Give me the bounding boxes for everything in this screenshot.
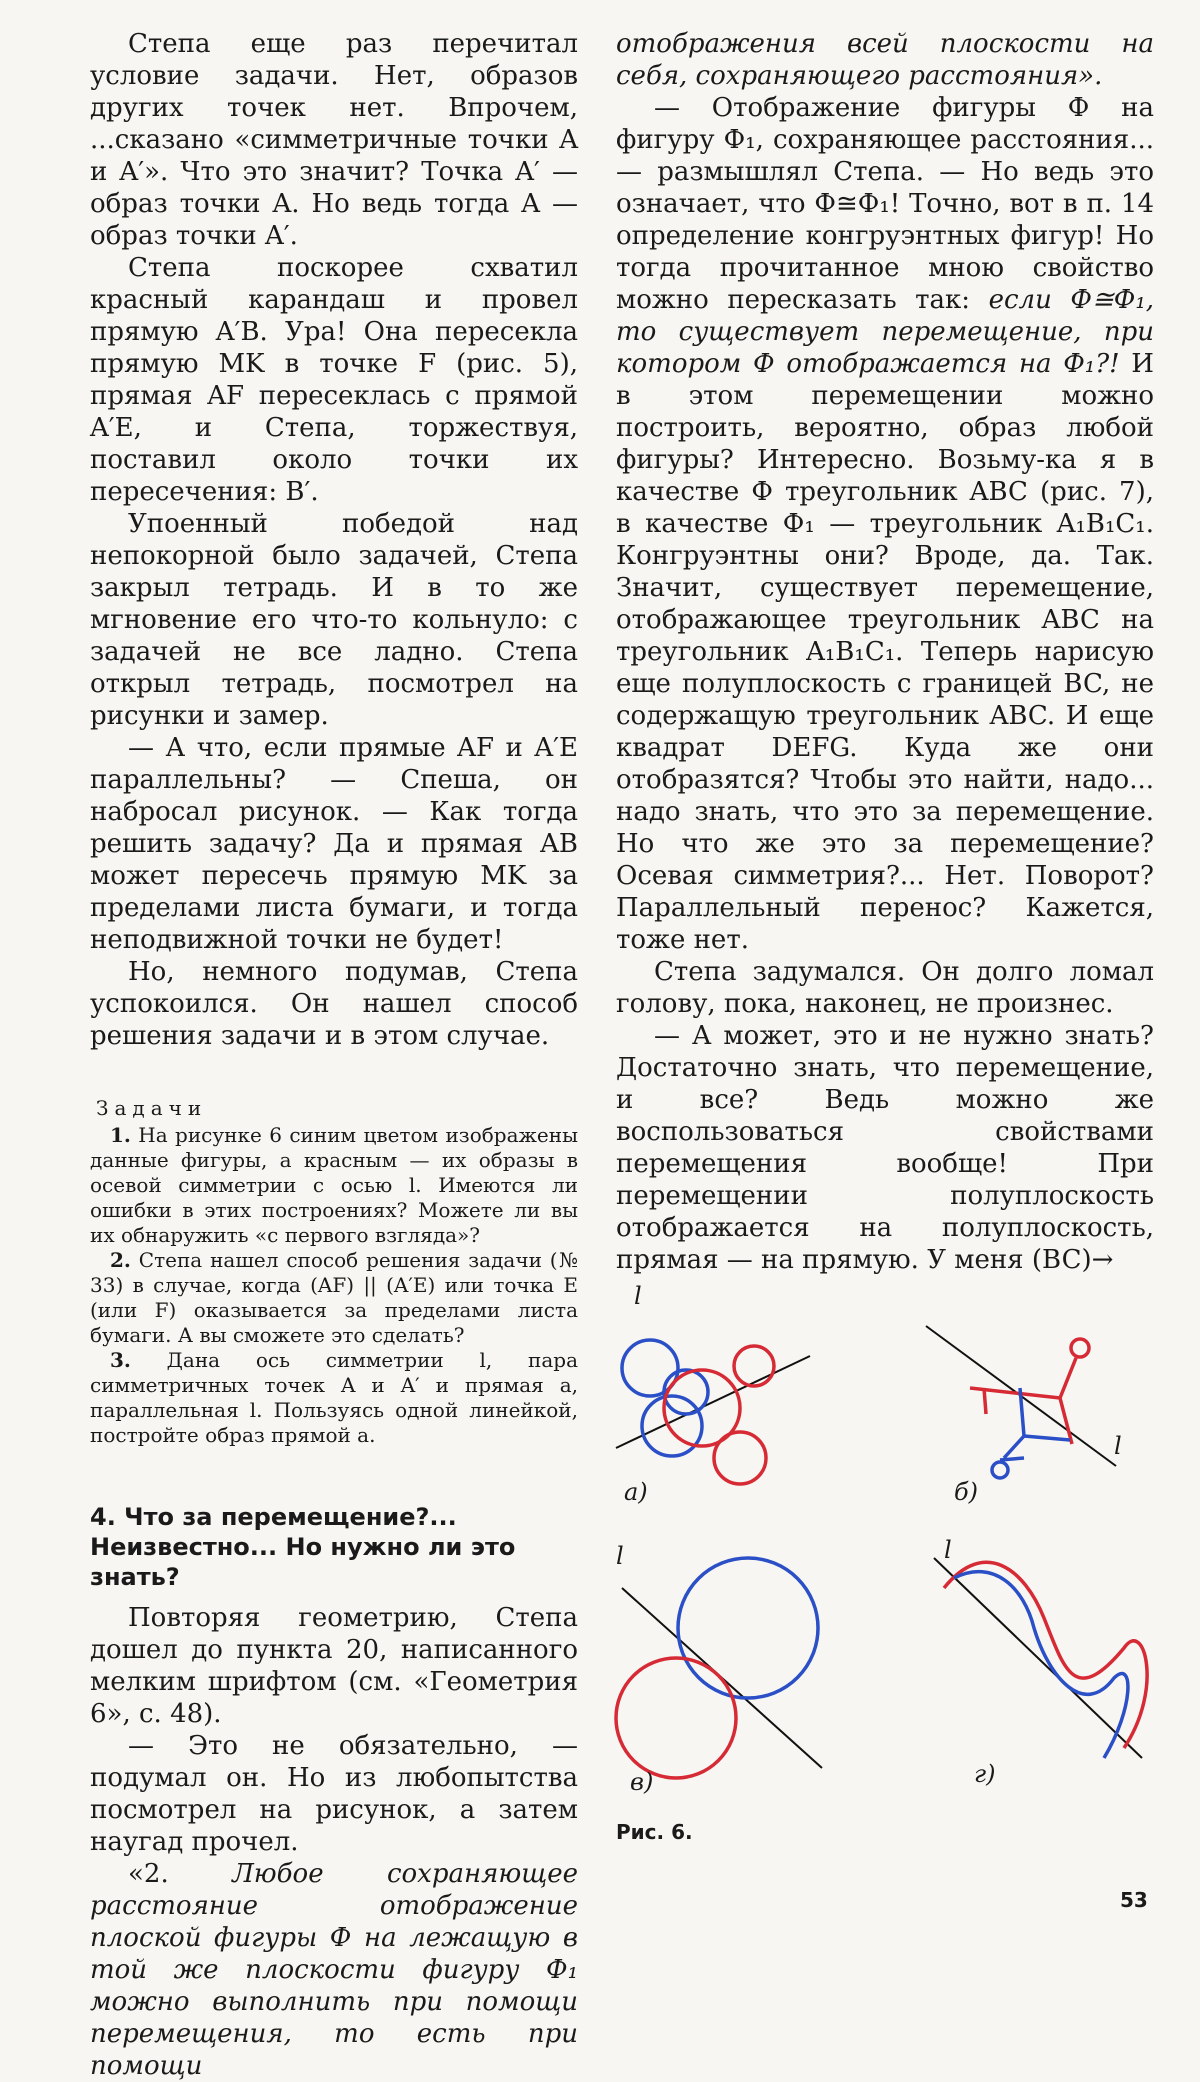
quote-italic: отображения всей плоскости на себя, сохраняющего расстояния». <box>616 29 1154 91</box>
paragraph-part: — Отображение фигуры Ф на фигуру Ф₁, сохраняющее расстояния... — размышлял Степа. — Но ведь это означает, что Ф≅Ф₁! Точно, вот в п. 14 определение конгруэнтных фигур! Но тогда прочитанное мною свойство можно пересказать так: <box>616 93 1154 315</box>
task-text: Степа нашел способ решения задачи (№ 33) в случае, когда (AF) || (A′E) или точка E (или F) оказывается за пределами листа бумаги. А вы сможете это сделать? <box>90 1248 579 1347</box>
right-column <box>616 28 1154 1276</box>
paragraph: Упоенный победой над непокорной было задачей, Степа закрыл тетрадь. И в то же мгновение его что-то кольнуло: с задачей не все ладно. Степа открыл тетрадь, посмотрел на рисунки и замер. <box>90 509 578 731</box>
paragraph: — А может, это и не нужно знать? Достаточно знать, что перемещение, и все? Ведь можно же воспользоваться свойствами перемещения вообще! При перемещении полуплоскость отображается на полуплоскость, прямая — на прямую. У меня (BC)→ <box>616 1021 1154 1275</box>
paragraph <box>616 92 1154 956</box>
subfigure-label: а) <box>624 1478 648 1506</box>
paragraph: Степа задумался. Он долго ломал голову, пока, наконец, не произнес. <box>616 957 1154 1019</box>
tasks-heading: Задачи <box>96 1096 208 1120</box>
quote-italic: Любое сохраняющее расстояние отображение плоской фигуры Ф на лежащую в той же плоскости фигуру Ф₁ можно выполнить при помощи перемещения, то есть при помощи <box>90 1859 579 2081</box>
subfigure-label: б) <box>954 1478 979 1506</box>
task-item <box>90 1248 578 1348</box>
figure-6 <box>604 1282 1164 1848</box>
subfigure-v <box>616 1558 822 1778</box>
paragraph <box>90 1858 578 2082</box>
axis-label: l <box>1114 1432 1122 1460</box>
task-text: На рисунке 6 синим цветом изображены данные фигуры, а красным — их образы в осевой симметрии с осью l. Имеются ли ошибки в этих построениях? Можете ли вы их обнаружить «с первого взгляда»? <box>90 1123 579 1247</box>
blue-figure <box>1024 1436 1070 1440</box>
blue-circle <box>678 1558 818 1698</box>
axis-line-a <box>616 1356 810 1448</box>
axis-label: l <box>616 1542 624 1570</box>
task-number: 2. <box>110 1248 131 1272</box>
quote-start: «2. <box>128 1859 233 1889</box>
red-circle <box>734 1346 774 1386</box>
paragraph: — А что, если прямые AF и A′E параллельны? — Спеша, он набросал рисунок. — Как тогда решить задачу? Да и прямая AB может пересечь прямую MK за пределами листа бумаги, и тогда неподвижной точки не будет! <box>90 733 578 955</box>
left-column <box>90 28 578 2082</box>
figure-caption: Рис. 6. <box>616 1820 693 1844</box>
task-number: 3. <box>110 1348 131 1372</box>
paragraph <box>616 28 1154 92</box>
paragraph-italic: если Ф≅Ф₁, то существует перемещение, при котором Ф отображается на Ф₁?! <box>616 285 1155 379</box>
red-figure <box>1060 1398 1072 1444</box>
axis-label: l <box>634 1282 642 1310</box>
blue-circle <box>642 1396 702 1456</box>
task-number: 1. <box>110 1123 131 1147</box>
subfigure-label: г) <box>974 1760 996 1788</box>
paragraph: Но, немного подумав, Степа успокоился. Он нашел способ решения задачи и в этом случае. <box>90 957 578 1051</box>
subfigure-b <box>926 1326 1116 1478</box>
subfigure-g <box>934 1558 1147 1758</box>
subfigure-label: в) <box>630 1768 654 1796</box>
red-circle <box>714 1432 766 1484</box>
paragraph: — Это не обязательно, — подумал он. Но из любопытства посмотрел на рисунок, а затем наугад прочел. <box>90 1731 578 1857</box>
paragraph: Степа еще раз перечитал условие задачи. Нет, образов других точек нет. Впрочем, ...сказано «симметричные точки A и A′». Что это значит? Точка A′ — образ точки A. Но ведь тогда A — образ точки A′. <box>90 29 578 251</box>
blue-figure-head <box>992 1462 1008 1478</box>
tasks-block <box>90 1096 578 1448</box>
red-circle <box>616 1658 736 1778</box>
blue-curve <box>954 1572 1128 1758</box>
figure-6-drawing <box>604 1288 1164 1848</box>
paragraph: Степа поскорее схватил красный карандаш и провел прямую A′B. Ура! Она пересекла прямую MK в точке F (рис. 5), прямая AF пересеклась с прямой A′E, и Степа, торжествуя, поставил около точки их пересечения: B′. <box>90 253 578 507</box>
section-title: 4. Что за перемещение?... Неизвестно... Но нужно ли это знать? <box>90 1503 516 1591</box>
red-figure <box>984 1388 986 1414</box>
blue-figure <box>1004 1388 1024 1458</box>
task-item <box>90 1123 578 1248</box>
paragraph-part: И в этом перемещении можно построить, вероятно, образ любой фигуры? Интересно. Возьму-ка я в качестве Ф треугольник ABC (рис. 7), в качестве Ф₁ — треугольник A₁B₁C₁. Конгруэнтны они? Вроде, да. Так. Значит, существует перемещение, отображающее треугольник ABC на треугольник A₁B₁C₁. Теперь нарисую еще полуплоскость с границей BC, не содержащую треугольник ABC. И еще квадрат DEFG. Куда же они отобразятся? Чтобы это найти, надо... надо знать, что это за перемещение. Но что же это за перемещение? Осевая симметрия?... Нет. Поворот? Параллельный перенос? Кажется, тоже нет. <box>616 349 1154 955</box>
paragraph: Повторяя геометрию, Степа дошел до пункта 20, написанного мелким шрифтом (см. «Геометрия 6», с. 48). <box>90 1603 578 1729</box>
blue-circle <box>664 1370 708 1414</box>
task-item <box>90 1348 578 1448</box>
axis-label: l <box>944 1536 952 1564</box>
blue-figure <box>1000 1458 1024 1460</box>
axis-line-g <box>934 1558 1142 1758</box>
page-number: 53 <box>1120 1888 1148 1912</box>
subfigure-a <box>616 1340 810 1484</box>
red-figure-head <box>1071 1339 1089 1357</box>
task-text: Дана ось симметрии l, пара симметричных точек A и A′ и прямая a, параллельная l. Пользуясь одной линейкой, постройте образ прямой a. <box>90 1348 578 1447</box>
